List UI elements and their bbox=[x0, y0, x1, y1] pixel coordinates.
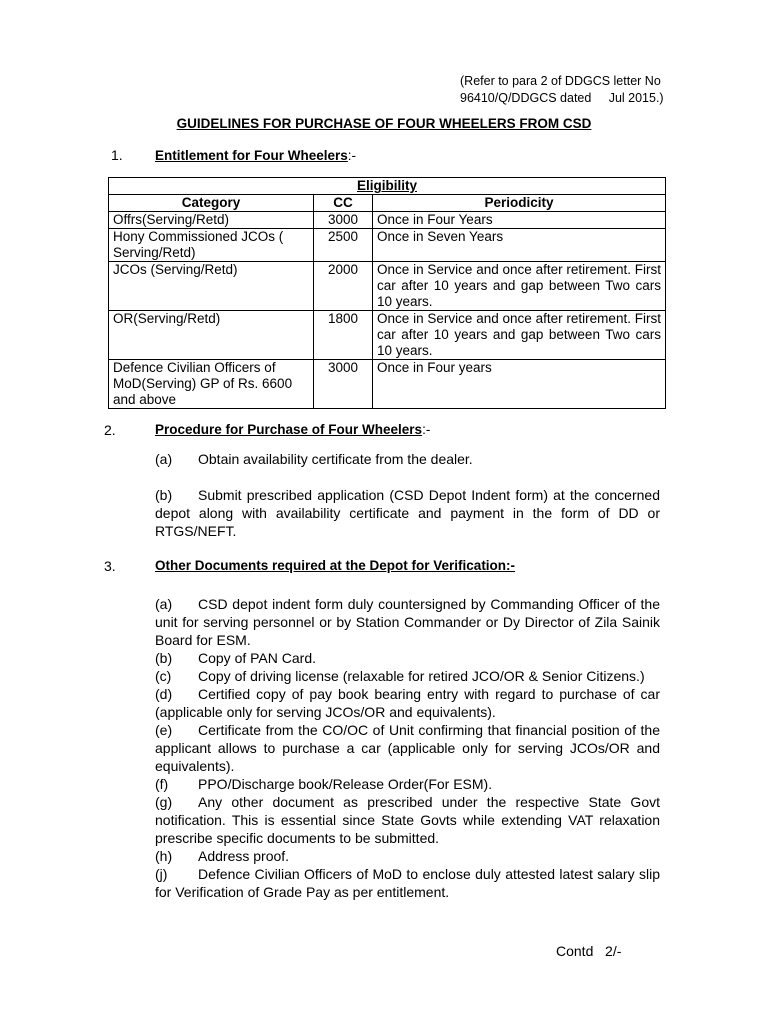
section-2-number: 2. bbox=[104, 422, 116, 438]
section-2-suffix: :- bbox=[422, 422, 431, 437]
cell-periodicity: Once in Service and once after retirement. First car after 10 years and gap between Two cars 10 years. bbox=[373, 311, 666, 360]
item-label: (b) bbox=[155, 650, 173, 666]
section-3-item bbox=[155, 775, 660, 793]
cell-category: OR(Serving/Retd) bbox=[109, 311, 314, 360]
cell-cc: 3000 bbox=[314, 360, 373, 409]
item-text: Obtain availability certificate from the dealer. bbox=[198, 451, 473, 467]
item-text: Certified copy of pay book bearing entry with regard to purchase of car (applicable only for serving JCOs/OR and equivalents). bbox=[155, 686, 660, 720]
section-3-item bbox=[155, 595, 660, 649]
header-category: Category bbox=[109, 195, 314, 212]
section-3-item bbox=[155, 649, 660, 667]
item-label: (g) bbox=[155, 794, 173, 810]
section-3-item bbox=[155, 865, 660, 901]
cell-category: Offrs(Serving/Retd) bbox=[109, 212, 314, 229]
cell-category: JCOs (Serving/Retd) bbox=[109, 262, 314, 311]
section-1-number: 1. bbox=[111, 147, 123, 163]
reference-note bbox=[460, 73, 664, 107]
cell-cc: 2000 bbox=[314, 262, 373, 311]
section-3-item bbox=[155, 685, 660, 721]
item-label: (f) bbox=[155, 776, 169, 792]
section-3-heading-text: Other Documents required at the Depot for Verification:- bbox=[155, 558, 516, 573]
cell-periodicity: Once in Four Years bbox=[373, 212, 666, 229]
cell-cc: 3000 bbox=[314, 212, 373, 229]
section-2-item bbox=[155, 450, 660, 468]
section-1-suffix: :- bbox=[347, 148, 357, 163]
cell-periodicity: Once in Seven Years bbox=[373, 229, 666, 262]
section-3-item bbox=[155, 721, 660, 775]
table-row bbox=[109, 262, 666, 311]
table-caption: Eligibility bbox=[109, 178, 666, 195]
cell-periodicity: Once in Four years bbox=[373, 360, 666, 409]
item-label: (a) bbox=[155, 451, 173, 467]
item-text: Copy of driving license (relaxable for retired JCO/OR & Senior Citizens.) bbox=[198, 668, 645, 684]
item-text: Submit prescribed application (CSD Depot Indent form) at the concerned depot along with availability certificate and payment in the form of DD or RTGS/NEFT. bbox=[155, 487, 660, 539]
cell-cc: 1800 bbox=[314, 311, 373, 360]
eligibility-table bbox=[108, 177, 666, 409]
table-caption-row bbox=[109, 178, 666, 195]
item-label: (a) bbox=[155, 596, 173, 612]
section-3-item bbox=[155, 793, 660, 847]
table-header-row bbox=[109, 195, 666, 212]
section-3-number: 3. bbox=[104, 558, 116, 574]
item-label: (e) bbox=[155, 722, 173, 738]
section-2-item bbox=[155, 486, 660, 540]
item-text: Copy of PAN Card. bbox=[198, 650, 317, 666]
section-3-item bbox=[155, 847, 660, 865]
item-text: PPO/Discharge book/Release Order(For ESM). bbox=[198, 776, 493, 792]
table-row bbox=[109, 229, 666, 262]
item-text: Address proof. bbox=[198, 848, 290, 864]
section-3-heading bbox=[155, 558, 515, 573]
table-row bbox=[109, 212, 666, 229]
item-label: (b) bbox=[155, 487, 173, 503]
section-3-list bbox=[155, 595, 660, 901]
item-label: (c) bbox=[155, 668, 172, 684]
item-text: Any other document as prescribed under the respective State Govt notification. This is essential since State Govts while extending VAT relaxation prescribe specific documents to be submitted. bbox=[155, 794, 660, 846]
item-label: (h) bbox=[155, 848, 173, 864]
item-text: Certificate from the CO/OC of Unit confirming that financial position of the applicant allows to purchase a car (applicable only for serving JCOs/OR and equivalents). bbox=[155, 722, 660, 774]
section-1-heading-text: Entitlement for Four Wheelers bbox=[155, 148, 348, 163]
table-row bbox=[109, 360, 666, 409]
cell-category: Hony Commissioned JCOs ( Serving/Retd) bbox=[109, 229, 314, 262]
item-label: (d) bbox=[155, 686, 173, 702]
continued-note: Contd 2/- bbox=[556, 943, 622, 959]
document-title bbox=[0, 116, 768, 131]
table-row bbox=[109, 311, 666, 360]
cell-periodicity: Once in Service and once after retirement. First car after 10 years and gap between Two cars 10 years. bbox=[373, 262, 666, 311]
reference-line-2: 96410/Q/DDGCS dated Jul 2015.) bbox=[460, 91, 664, 105]
item-text: CSD depot indent form duly countersigned by Commanding Officer of the unit for serving personnel or by Station Commander or Dy Director of Zila Sainik Board for ESM. bbox=[155, 596, 660, 648]
cell-cc: 2500 bbox=[314, 229, 373, 262]
item-label: (j) bbox=[155, 866, 168, 882]
header-periodicity: Periodicity bbox=[373, 195, 666, 212]
item-text: Defence Civilian Officers of MoD to enclose duly attested latest salary slip for Verification of Grade Pay as per entitlement. bbox=[155, 866, 660, 900]
cell-category: Defence Civilian Officers of MoD(Serving) GP of Rs. 6600 and above bbox=[109, 360, 314, 409]
document-title-text: GUIDELINES FOR PURCHASE OF FOUR WHEELERS FROM CSD bbox=[176, 116, 592, 131]
reference-line-1: (Refer to para 2 of DDGCS letter No bbox=[460, 74, 661, 88]
section-3-item bbox=[155, 667, 660, 685]
section-2-heading bbox=[155, 422, 430, 437]
section-1-heading bbox=[155, 148, 356, 163]
header-cc: CC bbox=[314, 195, 373, 212]
section-2-heading-text: Procedure for Purchase of Four Wheelers bbox=[155, 422, 423, 437]
